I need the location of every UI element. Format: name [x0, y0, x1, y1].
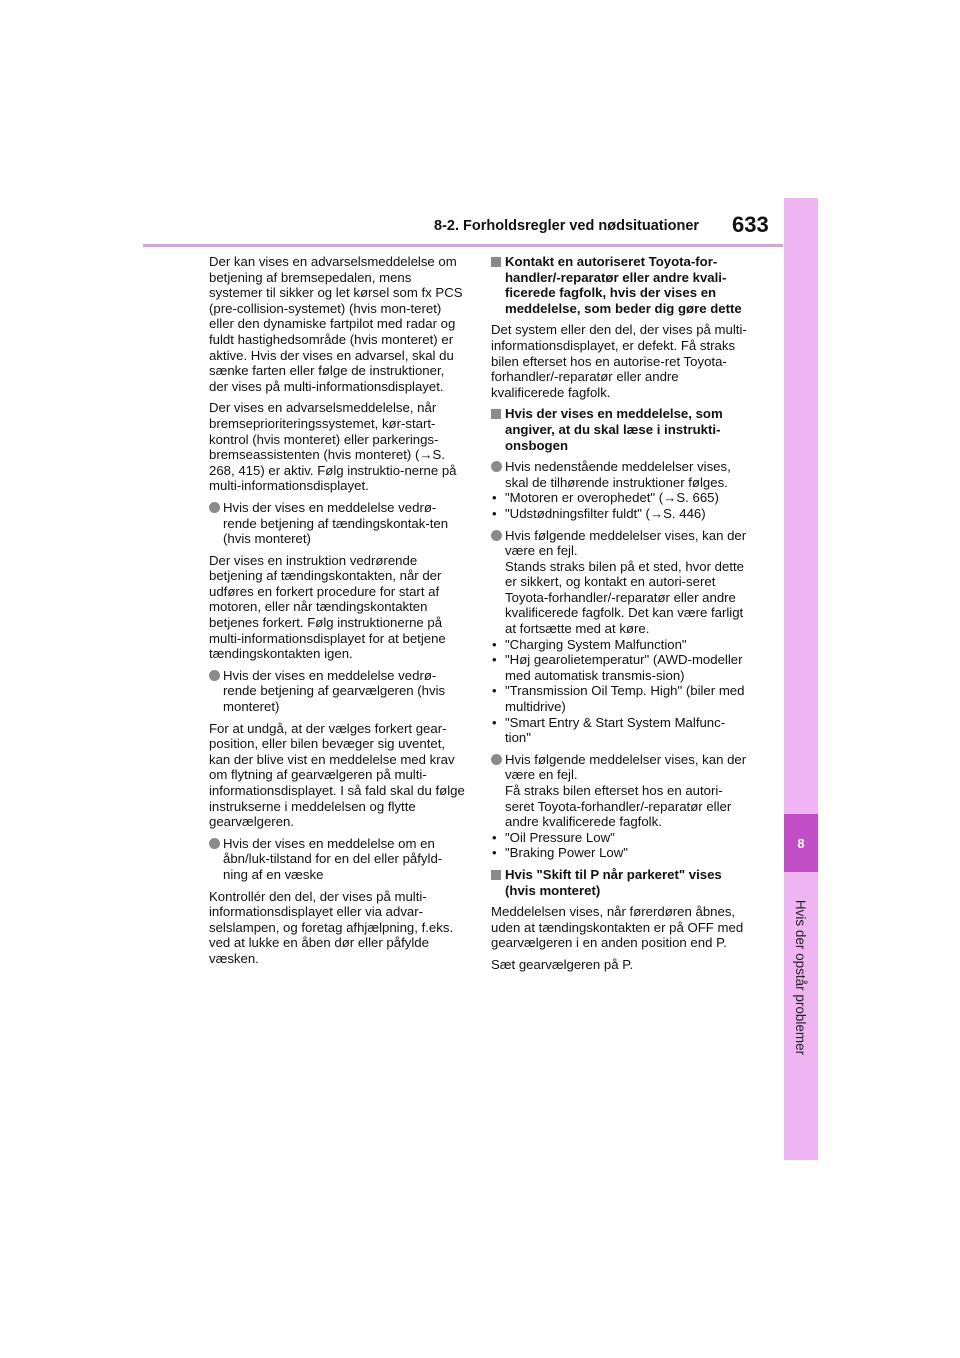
paragraph: Sæt gearvælgeren på P. — [491, 956, 633, 972]
list-item: • "Oil Pressure Low" — [491, 830, 749, 846]
paragraph: Kontrollér den del, der vises på multi-informationsdisplayet eller via advar-selslampen, og foretag afhjælpning, f.eks. ved at lukke en åben dør eller påfylde væsken. — [209, 888, 454, 966]
bullet-text: Hvis følgende meddelelser vises, kan der være en fejl. — [505, 751, 747, 783]
bullet-text: Stands straks bilen på et sted, hvor dette er sikkert, og kontakt en autori-seret Toyota-forhandler/-reparatør eller andre kvalificerede fagfolk. Det kan være farligt at fortsætte med at køre. — [505, 558, 744, 637]
paragraph: Der kan vises en advarselsmeddelelse om betjening af bremsepedalen, mens systemer til sikker og let kørsel som fx PCS (pre-collision-systemet) (hvis mon-teret) eller den dynamiske fartpilot med radar og fuldt hastighedsområde (hvis monteret) er aktive. Hvis der vises en advarsel, skal du sænke farten eller følge de instruktioner, der vises på multi-informationsdisplayet. — [209, 254, 463, 394]
circle-bullet-icon — [209, 502, 220, 513]
bullet-text: Hvis der vises en meddelelse om en åbn/luk-tilstand for en del eller påfyld-ning af en væske — [223, 835, 443, 882]
list-item: • "Smart Entry & Start System Malfunc-tion" — [491, 715, 749, 746]
bullet-item — [209, 500, 467, 547]
bullet-text: Få straks bilen efterset hos en autori-seret Toyota-forhandler/-reparatør eller andre kvalificerede fagfolk. — [505, 783, 732, 830]
paragraph: For at undgå, at der vælges forkert gear-position, eller bilen bevæger sig uventet, kan der blive vist en meddelelse med krav om flytning af gearvælgeren på multi-informationsdisplayet. I så fald skal du følge instrukserne i meddelelsen og flytte gearvælgeren. — [209, 720, 465, 830]
circle-bullet-icon — [491, 530, 502, 541]
circle-bullet-icon — [209, 670, 220, 681]
paragraph: Der vises en advarselsmeddelelse, når bremseprioriteringssystemet, kør-start-kontrol (hvis monteret) eller parkerings-bremseassistenten (hvis monteret) (→S. 268, 415) er aktiv. Følg instruktio-nerne på multi-informationsdisplayet. — [209, 400, 457, 494]
page-number: 633 — [732, 212, 769, 237]
circle-bullet-icon — [209, 838, 220, 849]
message-list — [491, 830, 749, 861]
list-item: • "Charging System Malfunction" — [491, 637, 749, 653]
bullet-item — [209, 836, 467, 883]
bullet-text: Hvis der vises en meddelelse vedrø-rende betjening af tændingskontak-ten (hvis monteret) — [223, 499, 449, 547]
sub-heading — [491, 406, 749, 453]
paragraph: Meddelelsen vises, når førerdøren åbnes, uden at tændingskontakten er på OFF med gearvælgeren i en anden position end P. — [491, 904, 744, 951]
list-item: • "Motoren er overophedet" (→S. 665) — [491, 490, 749, 506]
right-column — [491, 254, 749, 979]
circle-bullet-icon — [491, 461, 502, 472]
circle-bullet-icon — [491, 754, 502, 765]
bullet-text: Hvis følgende meddelelser vises, kan der være en fejl. — [505, 527, 747, 559]
list-item: • "Braking Power Low" — [491, 845, 749, 861]
bullet-text: Hvis der vises en meddelelse vedrø-rende betjening af gearvælgeren (hvis monteret) — [223, 667, 446, 715]
chapter-number: 8 — [797, 835, 805, 851]
sub-heading — [491, 254, 749, 316]
paragraph: Det system eller den del, der vises på multi-informationsdisplayet, er defekt. Få straks bilen efterset hos en autorise-ret Toyota-forhandler/-reparatør eller andre kvalificerede fagfolk. — [491, 322, 747, 400]
bullet-item — [491, 528, 749, 637]
message-list — [491, 490, 749, 521]
chapter-number-tab[interactable] — [784, 814, 818, 872]
paragraph: Der vises en instruktion vedrørende betjening af tændingskontakten, når der udføres en forkert procedure for start af motoren, eller når tændingskontakten betjenes forkert. Følg instruktionerne på multi-informationsdisplayet for at betjene tændingskontakten igen. — [209, 552, 446, 662]
heading-text: Hvis "Skift til P når parkeret" vises (hvis monteret) — [505, 866, 722, 898]
heading-text: Hvis der vises en meddelelse, som angiver, at du skal læse i instrukti-onsbogen — [505, 406, 723, 453]
square-bullet-icon — [491, 870, 501, 880]
chapter-label — [784, 882, 818, 1072]
section-title: 8-2. Forholdsregler ved nødsituationer — [434, 218, 700, 234]
sub-heading — [491, 867, 749, 898]
left-column — [209, 254, 467, 973]
list-item: • "Udstødningsfilter fuldt" (→S. 446) — [491, 506, 749, 522]
bullet-item — [491, 459, 749, 490]
heading-text: Kontakt en autoriseret Toyota-for-handler/-reparatør eller andre kvali-ficerede fagfolk, hvis der vises en meddelelse, som beder dig gøre dette — [505, 254, 742, 316]
list-item: • "Transmission Oil Temp. High" (biler med multidrive) — [491, 683, 749, 714]
message-list — [491, 637, 749, 746]
list-item: • "Høj gearolietemperatur" (AWD-modeller med automatisk transmis-sion) — [491, 652, 749, 683]
bullet-item — [209, 668, 467, 715]
bullet-text: Hvis nedenstående meddelelser vises, skal de tilhørende instruktioner følges. — [505, 459, 731, 490]
chapter-title: Hvis der opstår problemer — [793, 899, 809, 1055]
square-bullet-icon — [491, 409, 501, 419]
header-rule — [143, 244, 783, 247]
bullet-item — [491, 752, 749, 830]
square-bullet-icon — [491, 257, 501, 267]
